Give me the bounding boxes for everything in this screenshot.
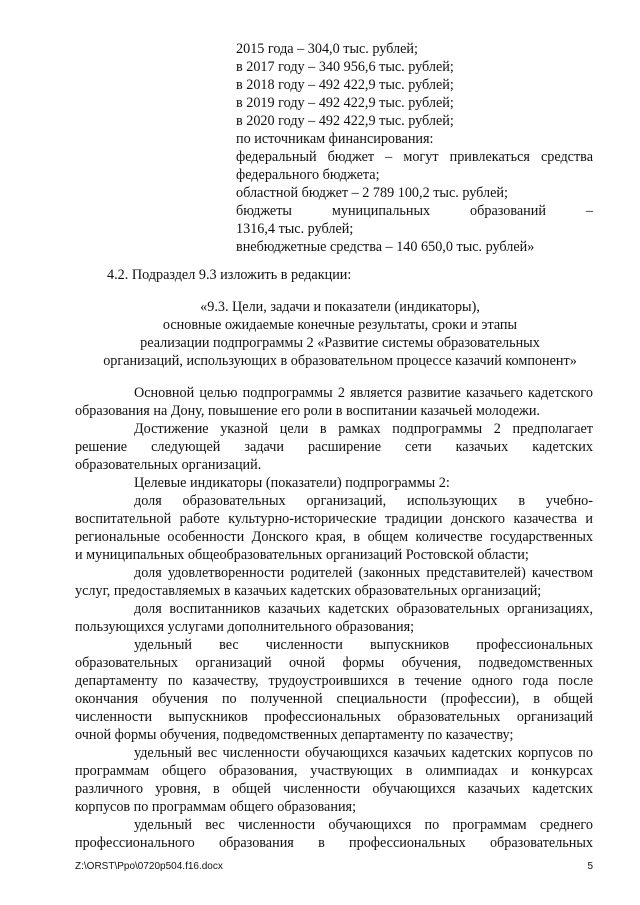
funding-line: внебюджетные средства – 140 650,0 тыс. рублей» <box>236 239 535 255</box>
body-line: пользующихся услугами дополнительного образования; <box>75 619 415 635</box>
body-line: численности выпускников профессиональных образовательных организаций <box>75 709 593 725</box>
body-line: образования на Дону, повышение его роли в воспитании казачьей молодежи. <box>75 403 540 419</box>
body-line: окончания обучения по полученной специальности (профессии), в общей <box>75 691 593 707</box>
funding-line: в 2019 году – 492 422,9 тыс. рублей; <box>236 95 454 111</box>
body-line: Основной целью подпрограммы 2 является развитие казачьего кадетского <box>134 385 593 401</box>
body-line: Достижение указной цели в рамках подпрограммы 2 предполагает <box>134 421 593 437</box>
funding-line: областной бюджет – 2 789 100,2 тыс. рублей; <box>236 185 508 201</box>
body-line: доля воспитанников казачьих кадетских образовательных организациях, <box>134 601 593 617</box>
body-line: воспитательной работе культурно-исторические традиции донского казачества и <box>75 511 593 527</box>
funding-line: по источникам финансирования: <box>236 131 434 147</box>
body-line: Целевые индикаторы (показатели) подпрограммы 2: <box>134 475 450 491</box>
funding-line: 2015 года – 304,0 тыс. рублей; <box>236 41 418 57</box>
body-line: различного уровня, в общей численности обучающихся казачьих кадетских <box>75 781 593 797</box>
funding-line: в 2018 году – 492 422,9 тыс. рублей; <box>236 77 454 93</box>
body-line: услуг, предоставляемых в казачьих кадетских образовательных организаций; <box>75 583 542 599</box>
body-line: профессионального образования в профессиональных образовательных <box>75 835 593 851</box>
footer-file-path: Z:\ORST\Ppo\0720p504.f16.docx <box>75 861 223 872</box>
body-line: доля образовательных организаций, использующих в учебно- <box>134 493 593 509</box>
body-line: доля удовлетворенности родителей (законных представителей) качеством <box>134 565 593 581</box>
body-line: департаменту по казачеству, трудоустроившихся в течение одного года после <box>75 673 593 689</box>
body-line: удельный вес численности выпускников профессиональных <box>134 637 593 653</box>
body-line: программам общего образования, участвующих в олимпиадах и конкурсах <box>75 763 593 779</box>
body-line: образовательных организаций очной формы обучения, подведомственных <box>75 655 593 671</box>
funding-line: бюджеты муниципальных образований – <box>236 203 593 219</box>
section-heading: основные ожидаемые конечные результаты, сроки и этапы <box>162 317 518 333</box>
section-heading: реализации подпрограммы 2 «Развитие системы образовательных <box>140 335 540 351</box>
body-line: региональные особенности Донского края, в общем количестве государственных <box>75 529 593 545</box>
funding-line: в 2017 году – 340 956,6 тыс. рублей; <box>236 59 454 75</box>
body-line: очной формы обучения, подведомственных департаменту по казачеству; <box>75 727 514 743</box>
funding-line: в 2020 году – 492 422,9 тыс. рублей; <box>236 113 454 129</box>
body-line: и муниципальных общеобразовательных организаций Ростовской области; <box>75 547 529 563</box>
body-line: удельный вес численности обучающихся по программам среднего <box>134 817 593 833</box>
funding-line: федеральный бюджет – могут привлекаться средства <box>236 149 593 165</box>
funding-line: 1316,4 тыс. рублей; <box>236 221 354 237</box>
body-line: корпусов по программам общего образования; <box>75 799 357 815</box>
section-heading: организаций, использующих в образовательном процессе казачий компонент» <box>103 353 577 369</box>
page-number: 5 <box>587 861 593 872</box>
section-heading: «9.3. Цели, задачи и показатели (индикаторы), <box>200 299 480 315</box>
body-line: удельный вес численности обучающихся казачьих кадетских корпусов по <box>134 745 593 761</box>
funding-line: федерального бюджета; <box>236 167 380 183</box>
body-line: образовательных организаций. <box>75 457 262 473</box>
body-line: решение следующей задачи расширение сети казачьих кадетских <box>75 439 593 455</box>
instruction-text: 4.2. Подраздел 9.3 изложить в редакции: <box>107 267 352 283</box>
